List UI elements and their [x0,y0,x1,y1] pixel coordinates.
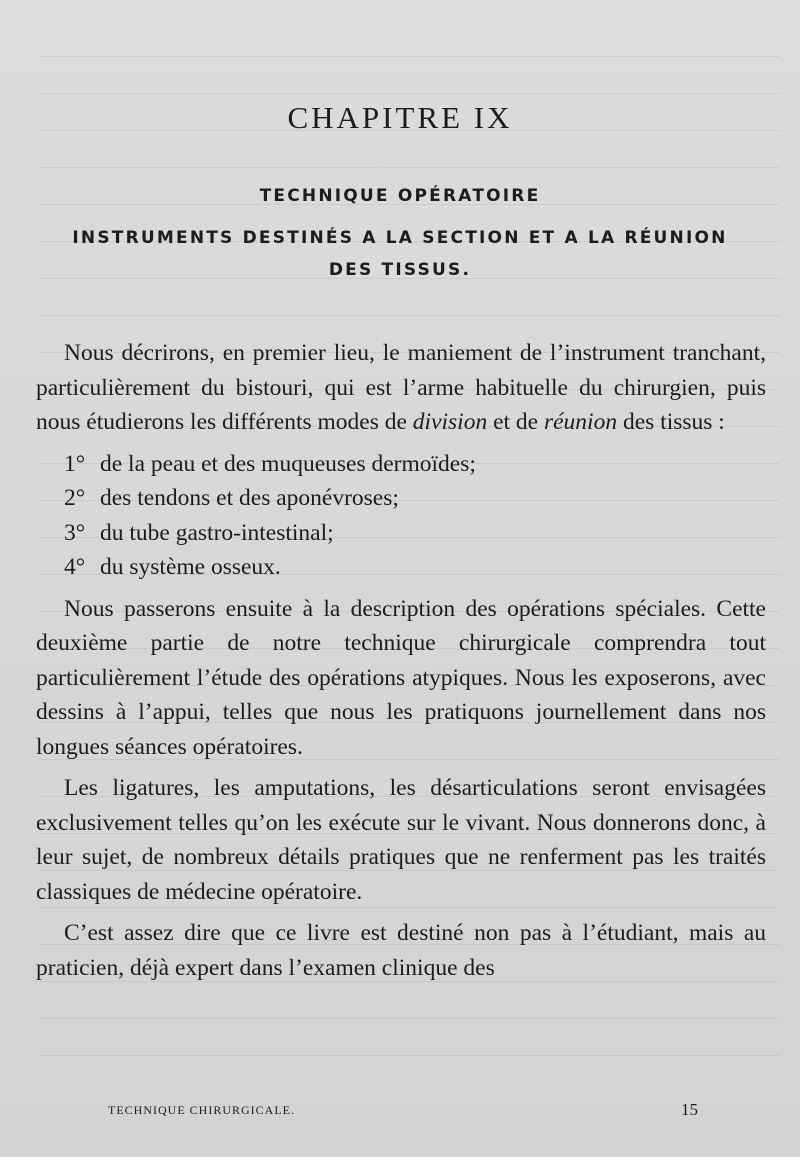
paragraph-special-operations: Nous passerons ensuite à la description des opérations spéciales. Cette deuxième partie de notre technique chirurgicale comprendra tout particulièrement l’étude des opérations atypiques. Nous les exposerons, avec dessins à l’appui, telles que nous les pratiquons journellement dans nos longues séances opératoires. [36,595,766,760]
list-item [64,447,766,482]
intro-emphasis-division: division [412,409,488,435]
list-text: du système osseux. [100,554,281,580]
paragraph-ligatures: Les ligatures, les amputations, les désarticulations seront envisagées exclusivement telles qu’on les exécute sur le vivant. Nous donnerons donc, à leur sujet, de nombreux détails pratiques que ne renferment pas les traités classiques de médecine opératoire. [36,775,766,905]
body-text [36,336,766,985]
running-title: TECHNIQUE CHIRURGICALE. [108,1103,295,1117]
page-number: 15 [681,1100,698,1119]
list-text: du tube gastro-intestinal; [100,519,334,546]
intro-text-3: des tissus : [617,409,725,435]
tissue-list [36,447,766,585]
list-number: 3° [64,519,86,546]
paragraph-audience: C’est assez dire que ce livre est destiné non pas à l’étudiant, mais au praticien, déjà expert dans l’examen clinique des [36,920,766,981]
list-number: 1° [64,450,86,477]
list-item [64,516,766,551]
intro-text-1: Nous décrirons, en premier lieu, le maniement de l’instrument tranchant, particulièrement du bistouri, qui est l’arme habituelle du chirurgien, puis nous étudierons les différents modes de [36,340,766,435]
list-number: 2° [64,485,86,511]
chapter-title: CHAPITRE IX [287,100,513,135]
intro-emphasis-reunion: réunion [543,409,618,435]
list-item [64,481,766,516]
list-item [64,550,766,585]
section-heading-line2: DES TISSUS. [328,260,472,280]
intro-text-2: et de [487,409,544,435]
list-text: de la peau et des muqueuses dermoïdes; [100,450,476,477]
list-text: des tendons et des aponévroses; [100,485,399,511]
list-number: 4° [64,554,86,580]
section-subtitle: TECHNIQUE OPÉRATOIRE [259,186,541,206]
intro-paragraph [36,336,766,440]
section-heading-line1: INSTRUMENTS DESTINÉS A LA SECTION ET A LA RÉUNION [72,228,728,248]
